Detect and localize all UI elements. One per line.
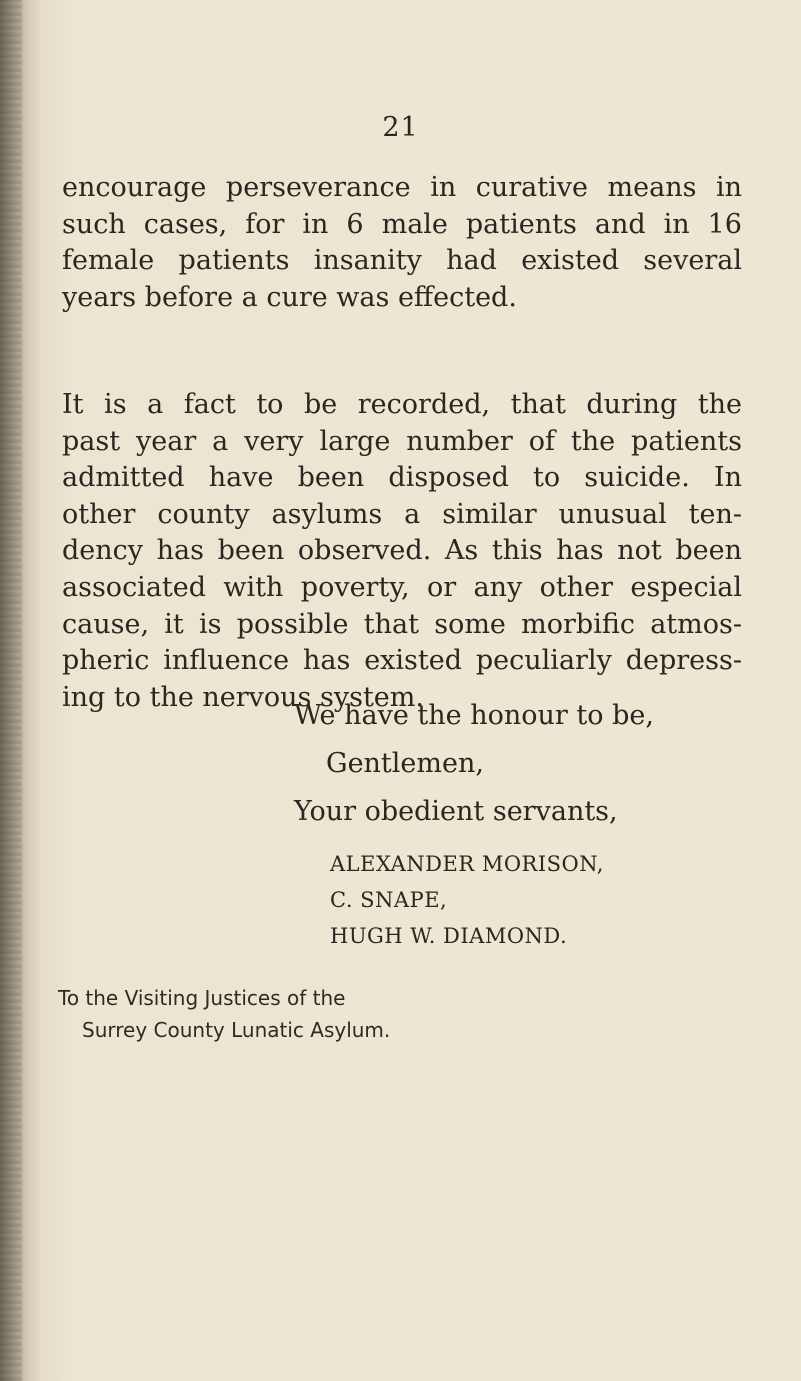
text-line: dency has been observed. As this has not been: [62, 535, 742, 567]
signatory-diamond: HUGH W. DIAMOND.: [330, 924, 568, 948]
closing-honour: We have the honour to be,: [294, 700, 654, 731]
text-line: female patients insanity had existed several: [62, 245, 742, 277]
text-line: encourage perseverance in curative means in: [62, 172, 742, 203]
text-line: associated with poverty, or any other especial: [62, 571, 742, 603]
text-line: admitted have been disposed to suicide. In: [62, 462, 742, 494]
signatory-snape: C. SNAPE,: [330, 888, 448, 912]
paragraph-perseverance: [62, 170, 742, 316]
text-line: such cases, for in 6 male patients and in 16: [62, 208, 742, 240]
closing-servants: Your obedient servants,: [294, 796, 618, 827]
closing-salutation: Gentlemen,: [326, 748, 484, 779]
addressee-line-1: To the Visiting Justices of the: [58, 986, 346, 1010]
text-line: past year a very large number of the patients: [62, 425, 742, 457]
text-line: It is a fact to be recorded, that during the: [62, 389, 742, 420]
text-line: cause, it is possible that some morbific atmos-: [62, 608, 742, 640]
signatory-morison: ALEXANDER MORISON,: [330, 852, 604, 876]
page-number: 21: [382, 112, 419, 143]
binding-edge: [0, 0, 22, 1381]
text-line: other county asylums a similar unusual ten-: [62, 498, 742, 530]
text-line: ing to the nervous system.: [62, 681, 424, 713]
text-line: years before a cure was effected.: [62, 281, 517, 313]
text-line: pheric influence has existed peculiarly depress-: [62, 645, 742, 677]
addressee-line-2: Surrey County Lunatic Asylum.: [82, 1018, 391, 1042]
paragraph-suicide: [62, 387, 742, 716]
